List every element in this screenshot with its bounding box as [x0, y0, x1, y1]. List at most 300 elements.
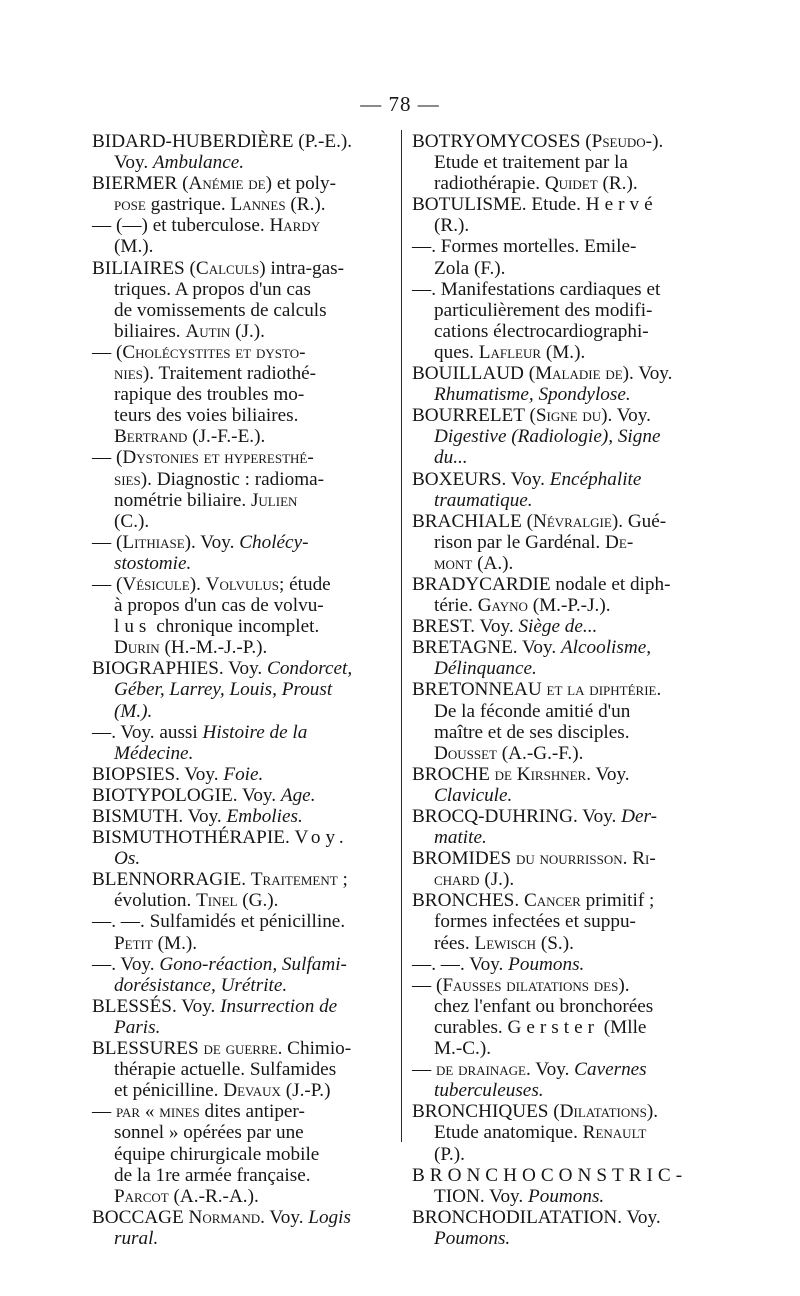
index-entry-line: [92, 658, 394, 679]
entry-text: ) et poly-: [265, 173, 336, 195]
entry-text: traumatique.: [434, 489, 533, 511]
index-entry-line: [92, 827, 394, 848]
entry-text: ques.: [434, 341, 479, 363]
entry-text: BOTULISME. Etude.: [412, 194, 586, 216]
entry-text: . Voy.: [260, 1206, 309, 1228]
entry-text: (M.-P.-J.).: [527, 595, 611, 617]
entry-text: ). Voy.: [622, 363, 673, 385]
index-entry-line: [92, 342, 394, 363]
entry-text: BLESSURES: [92, 1038, 204, 1060]
index-entry-continuation: [412, 722, 714, 743]
entry-text: .: [656, 679, 662, 701]
entry-text: Siège de...: [518, 616, 598, 638]
index-entry-line: [92, 173, 394, 194]
index-entry-continuation: [92, 511, 394, 532]
index-entry-line: [92, 911, 394, 932]
entry-text: BIOGRAPHIES. Voy.: [92, 658, 268, 680]
entry-text: (M.).: [541, 341, 586, 363]
entry-text: BRONCHIQUES (: [412, 1101, 560, 1123]
index-entry-continuation: [92, 426, 394, 447]
entry-text: .: [622, 848, 633, 870]
entry-text: Volvulus: [205, 573, 279, 595]
entry-text: ). Traitement radiothé-: [142, 363, 317, 385]
entry-text: Durin: [114, 637, 160, 659]
index-entry-line: [92, 996, 394, 1017]
entry-text: (C.).: [114, 510, 150, 532]
entry-text: — (: [412, 974, 443, 996]
entry-text: formes infectées et suppu-: [434, 911, 636, 933]
index-entry-continuation: [412, 996, 714, 1017]
entry-text: Clavicule.: [434, 784, 513, 806]
entry-text: Gerster: [507, 1016, 599, 1038]
entry-text: (P.).: [434, 1143, 465, 1165]
entry-text: Ambulance.: [152, 152, 245, 174]
index-entry-continuation: [412, 1228, 714, 1249]
index-entry-continuation: [92, 384, 394, 405]
index-entry-continuation: [92, 933, 394, 954]
entry-text: ).: [618, 974, 630, 996]
entry-text: Poumons.: [528, 1185, 605, 1207]
entry-text: ). Voy.: [601, 405, 651, 427]
entry-text: Der-: [621, 806, 657, 827]
index-entry-continuation: [412, 490, 714, 511]
entry-text: (M.).: [152, 932, 198, 954]
entry-text: Dousset: [434, 742, 497, 764]
index-entry-continuation: [412, 321, 714, 342]
entry-text: radiothérapie.: [434, 173, 545, 195]
index-entry-continuation: [92, 321, 394, 342]
index-entry-line: [412, 1101, 714, 1122]
entry-text: matite.: [434, 827, 487, 849]
index-entry-continuation: [412, 426, 714, 447]
entry-text: maître et de ses disciples.: [434, 721, 630, 743]
index-entry-line: [412, 405, 714, 426]
entry-text: Cholécy-: [239, 531, 309, 553]
index-entry-line: [412, 511, 714, 532]
index-entry-continuation: [92, 194, 394, 215]
entry-text: BIDARD-HUBERDIÈRE (P.-E.).: [92, 131, 353, 152]
index-entry-continuation: [412, 215, 714, 236]
entry-text: ). Gué-: [611, 510, 667, 532]
index-entry-continuation: [412, 911, 714, 932]
entry-text: BISMUTHOTHÉRAPIE.: [92, 827, 295, 849]
entry-text: BRONCHES.: [412, 890, 524, 912]
entry-text: et la diphtérie: [546, 679, 657, 701]
entry-text: Lithiase: [122, 531, 185, 553]
index-entry-continuation: [92, 595, 394, 616]
entry-text: Cavernes: [574, 1059, 647, 1081]
entry-text: —. Manifestations cardiaques et: [412, 278, 661, 300]
entry-text: — (: [92, 341, 123, 363]
entry-text: (Mlle: [599, 1016, 647, 1038]
entry-text: Petit: [114, 932, 153, 954]
entry-text: Ri-: [632, 848, 656, 870]
entry-text: nies: [114, 363, 143, 385]
entry-text: —. —. Voy.: [412, 953, 509, 975]
entry-text: du nourrisson: [515, 848, 623, 870]
entry-text: Logis: [308, 1206, 351, 1228]
entry-text: Dystonies et hyperesthé-: [122, 447, 314, 469]
entry-text: (S.).: [536, 932, 574, 954]
entry-text: Devaux: [223, 1080, 281, 1102]
entry-text: Tinel: [196, 890, 238, 912]
entry-text: BOXEURS. Voy.: [412, 468, 550, 490]
index-entry-continuation: [92, 890, 394, 911]
index-entry-line: [92, 1038, 394, 1059]
entry-text: Lannes: [230, 194, 286, 216]
index-entry-continuation: [412, 1144, 714, 1165]
index-entry-line: [412, 131, 714, 152]
index-entry-continuation: [412, 1186, 714, 1207]
entry-text: . Chimio-: [277, 1038, 352, 1060]
entry-text: biliaires.: [114, 320, 186, 342]
entry-text: BRACHIALE (: [412, 510, 533, 532]
entry-text: BRETAGNE. Voy.: [412, 637, 561, 659]
entry-text: lus: [114, 616, 152, 638]
index-entry-continuation: [412, 1122, 714, 1143]
index-entry-continuation: [92, 1122, 394, 1143]
entry-text: Encéphalite: [549, 468, 642, 490]
entry-text: chez l'enfant ou bronchorées: [434, 995, 654, 1017]
entry-text: à propos d'un cas de volvu-: [114, 595, 324, 617]
entry-text: Voy.: [114, 152, 153, 174]
index-entry-continuation: [412, 342, 714, 363]
entry-text: Hervé: [585, 194, 658, 216]
entry-text: teurs des voies biliaires.: [114, 405, 299, 427]
index-entry-continuation: [92, 637, 394, 658]
column-divider: [401, 130, 402, 1142]
entry-text: (H.-M.-J.-P.).: [159, 637, 268, 659]
entry-text: —: [92, 1101, 116, 1123]
index-entry-continuation: [412, 827, 714, 848]
index-entry-continuation: [92, 1165, 394, 1186]
entry-text: ).: [646, 1101, 659, 1123]
entry-text: thérapie actuelle. Sulfamides: [114, 1059, 337, 1081]
index-entry-line: [92, 258, 394, 279]
index-entry-continuation: [412, 553, 714, 574]
entry-text: Signe du: [535, 405, 602, 427]
entry-text: Zola (F.).: [434, 257, 506, 279]
entry-text: chronique incomplet.: [151, 616, 320, 638]
entry-text: Anémie de: [188, 173, 266, 195]
entry-text: ) intra-gas-: [259, 257, 344, 279]
entry-text: ). Diagnostic : radioma-: [140, 468, 325, 490]
entry-text: Traitement: [250, 869, 338, 891]
entry-text: de la 1re armée française.: [114, 1164, 311, 1186]
entry-text: (J.-F.-E.).: [187, 426, 266, 448]
index-entry-continuation: [92, 363, 394, 384]
index-entry-line: [412, 1207, 714, 1228]
entry-text: —. Formes mortelles. Emile-: [412, 236, 637, 258]
index-entry-continuation: [92, 300, 394, 321]
entry-text: Poumons.: [434, 1227, 511, 1249]
index-entry-line: [412, 363, 714, 384]
index-entry-continuation: [92, 405, 394, 426]
index-entry-continuation: [92, 1080, 394, 1101]
entry-text: triques. A propos d'un cas: [114, 278, 311, 300]
entry-text: Délinquance.: [434, 658, 537, 680]
entry-text: —. Voy.: [92, 953, 160, 975]
index-entry-continuation: [412, 933, 714, 954]
index-entry-continuation: [412, 300, 714, 321]
index-entry-continuation: [92, 469, 394, 490]
index-entry-line: [92, 532, 394, 553]
entry-text: Os.: [114, 848, 141, 870]
index-entry-continuation: [412, 785, 714, 806]
entry-text: —. Voy. aussi: [92, 721, 203, 743]
index-entry-line: [412, 236, 714, 257]
entry-text: (A.-R.-A.).: [168, 1185, 259, 1207]
index-column-left: [92, 131, 394, 1249]
entry-text: cations électrocardiographi-: [434, 320, 649, 342]
entry-text: BOURRELET (: [412, 405, 536, 427]
index-entry-continuation: [412, 258, 714, 279]
index-entry-continuation: [412, 658, 714, 679]
entry-text: Lewisch: [474, 932, 537, 954]
entry-text: de vomissements de calculs: [114, 299, 327, 321]
entry-text: TION. Voy.: [434, 1185, 528, 1207]
entry-text: Cholécystites et dysto-: [122, 341, 306, 363]
entry-text: ).: [652, 131, 664, 152]
index-entry-line: [412, 574, 714, 595]
entry-text: — (: [92, 531, 123, 553]
entry-text: BRADYCARDIE nodale et diph-: [412, 573, 671, 595]
index-entry-continuation: [92, 701, 394, 722]
index-entry-continuation: [412, 595, 714, 616]
entry-text: — (: [92, 447, 123, 469]
entry-text: BREST. Voy.: [412, 616, 519, 638]
entry-text: pose: [114, 194, 146, 216]
index-entry-continuation: [92, 1186, 394, 1207]
entry-text: (R.).: [285, 194, 326, 216]
entry-text: (A.-G.-F.).: [496, 742, 584, 764]
entry-text: de guerre: [203, 1038, 278, 1060]
entry-text: rapique des troubles mo-: [114, 384, 305, 406]
entry-text: Condorcet,: [267, 658, 353, 680]
entry-text: Etude anatomique.: [434, 1122, 583, 1144]
entry-text: BROCHE: [412, 763, 495, 785]
index-entry-line: [92, 722, 394, 743]
index-entry-line: [412, 194, 714, 215]
entry-text: BILIAIRES (: [92, 257, 196, 279]
entry-text: mont: [434, 552, 473, 574]
entry-text: BIOPSIES. Voy.: [92, 763, 224, 785]
entry-text: Parcot: [114, 1185, 169, 1207]
entry-text: Etude et traitement par la: [434, 152, 628, 174]
index-entry-continuation: [92, 553, 394, 574]
entry-text: térie.: [434, 595, 478, 617]
index-entry-line: [92, 764, 394, 785]
entry-text: — (: [92, 573, 123, 595]
entry-text: stostomie.: [114, 552, 192, 574]
index-entry-line: [412, 806, 714, 827]
index-entry-line: [412, 469, 714, 490]
index-entry-line: [92, 215, 394, 236]
entry-text: Pseudo-: [591, 131, 653, 152]
entry-text: Gayno: [477, 595, 528, 617]
index-entry-line: [412, 1165, 714, 1186]
entry-text: (G.).: [237, 890, 279, 912]
entry-text: chard: [434, 869, 480, 891]
entry-text: rées.: [434, 932, 475, 954]
index-entry-continuation: [412, 1017, 714, 1038]
entry-text: tuberculeuses.: [434, 1080, 544, 1102]
entry-text: (M.).: [114, 236, 154, 258]
entry-text: Vésicule: [122, 573, 190, 595]
entry-text: Médecine.: [114, 742, 194, 764]
index-entry-continuation: [92, 1228, 394, 1249]
entry-text: De la féconde amitié d'un: [434, 700, 631, 722]
entry-text: ). Voy.: [184, 531, 240, 553]
entry-text: ;: [337, 869, 348, 891]
entry-text: Paris.: [114, 1016, 161, 1038]
entry-text: Foie.: [223, 763, 264, 785]
entry-text: De-: [605, 531, 634, 553]
index-entry-line: [412, 954, 714, 975]
index-column-right: [412, 131, 714, 1249]
index-entry-line: [92, 1101, 394, 1122]
index-entry-line: [92, 574, 394, 595]
index-entry-continuation: [92, 616, 394, 637]
index-entry-continuation: [92, 848, 394, 869]
entry-text: Névralgie: [532, 510, 612, 532]
entry-text: Renault: [582, 1122, 647, 1144]
entry-text: BRONCHODILATATION. Voy.: [412, 1206, 661, 1228]
entry-text: Poumons.: [508, 953, 585, 975]
entry-text: BOCCAGE: [92, 1206, 189, 1228]
index-entry-continuation: [412, 384, 714, 405]
entry-text: équipe chirurgicale mobile: [114, 1143, 320, 1165]
entry-text: Rhumatisme, Spondylose.: [434, 384, 631, 406]
entry-text: Age.: [280, 784, 316, 806]
entry-text: dites antiper-: [199, 1101, 305, 1123]
entry-text: Embolies.: [226, 806, 303, 827]
entry-text: Gono-réaction, Sulfami-: [159, 953, 347, 975]
entry-text: BLENNORRAGIE.: [92, 869, 251, 891]
entry-text: ; étude: [279, 573, 331, 595]
entry-text: gastrique.: [145, 194, 231, 216]
index-entry-line: [412, 637, 714, 658]
entry-text: BISMUTH. Voy.: [92, 806, 227, 827]
index-entry-line: [412, 279, 714, 300]
entry-text: particulièrement des modifi-: [434, 299, 653, 321]
entry-text: (J.-P.): [280, 1080, 331, 1102]
index-entry-continuation: [412, 1080, 714, 1101]
entry-text: (J.).: [479, 869, 515, 891]
index-entry-continuation: [92, 1017, 394, 1038]
entry-text: sonnel » opérées par une: [114, 1122, 304, 1144]
entry-text: Cancer: [523, 890, 581, 912]
index-entry-line: [412, 1059, 714, 1080]
page-number: — 78 —: [360, 92, 440, 116]
entry-text: BLESSÉS. Voy.: [92, 995, 221, 1017]
entry-text: et pénicilline.: [114, 1080, 224, 1102]
index-entry-line: [412, 616, 714, 637]
entry-text: BRONCHOCONSTRIC-: [412, 1164, 688, 1186]
entry-text: rison par le Gardénal.: [434, 531, 606, 553]
index-entry-continuation: [412, 152, 714, 173]
entry-text: Alcoolisme,: [560, 637, 652, 659]
index-entry-continuation: [92, 1059, 394, 1080]
entry-text: rural.: [114, 1227, 159, 1249]
entry-text: BRETONNEAU: [412, 679, 547, 701]
entry-text: Hardy: [269, 215, 321, 237]
entry-text: Histoire de la: [202, 721, 308, 743]
entry-text: —: [412, 1059, 436, 1081]
entry-text: (A.).: [472, 552, 514, 574]
entry-text: — (—) et tuberculose.: [92, 215, 270, 237]
entry-text: Insurrection de: [220, 995, 338, 1017]
entry-text: Julien: [250, 489, 298, 511]
index-entry-continuation: [92, 152, 394, 173]
index-entry-line: [92, 869, 394, 890]
index-entry-continuation: [412, 743, 714, 764]
entry-text: Géber, Larrey, Louis, Proust: [114, 679, 333, 701]
entry-text: dorésistance, Urétrite.: [114, 974, 288, 996]
index-entry-line: [412, 679, 714, 700]
entry-text: Bertrand: [114, 426, 188, 448]
entry-text: —. —. Sulfamidés et pénicilline.: [92, 911, 346, 933]
index-entry-continuation: [412, 447, 714, 468]
entry-text: (R.).: [434, 215, 470, 237]
entry-text: Calculs: [195, 257, 260, 279]
entry-text: Digestive (Radiologie), Signe: [434, 426, 661, 448]
entry-text: . Voy.: [526, 1059, 575, 1081]
entry-text: BOUILLAUD (: [412, 363, 536, 385]
entry-text: BROMIDES: [412, 848, 516, 870]
index-entry-continuation: [92, 1144, 394, 1165]
entry-text: BIOTYPOLOGIE. Voy.: [92, 784, 281, 806]
index-entry-continuation: [92, 975, 394, 996]
entry-text: (M.).: [114, 700, 153, 722]
index-entry-line: [412, 764, 714, 785]
entry-text: primitif ;: [580, 890, 655, 912]
index-entry-line: [92, 131, 394, 152]
index-entry-line: [92, 447, 394, 468]
index-entry-continuation: [412, 869, 714, 890]
entry-text: Maladie de: [535, 363, 623, 385]
index-entry-continuation: [412, 701, 714, 722]
entry-text: de drainage: [435, 1059, 526, 1081]
entry-text: Fausses dilatations des: [442, 974, 619, 996]
entry-text: (R.).: [597, 173, 638, 195]
entry-text: Dilatations: [559, 1101, 647, 1123]
index-entry-line: [412, 848, 714, 869]
index-entry-continuation: [92, 490, 394, 511]
entry-text: (J.).: [230, 320, 265, 342]
index-entry-line: [92, 806, 394, 827]
index-entry-line: [92, 785, 394, 806]
entry-text: curables.: [434, 1016, 508, 1038]
entry-text: BOTRYOMYCOSES (: [412, 131, 592, 152]
entry-text: Lafleur: [478, 341, 542, 363]
entry-text: M.-C.).: [434, 1038, 492, 1060]
index-entry-continuation: [412, 173, 714, 194]
entry-text: par « mines: [115, 1101, 200, 1123]
entry-text: BROCQ-DUHRING. Voy.: [412, 806, 622, 827]
entry-text: Normand: [188, 1206, 261, 1228]
index-entry-continuation: [412, 532, 714, 553]
entry-text: ).: [189, 573, 206, 595]
entry-text: Voy.: [294, 827, 349, 849]
index-entry-line: [412, 975, 714, 996]
entry-text: de Kirshner: [494, 763, 587, 785]
index-entry-continuation: [92, 236, 394, 257]
index-entry-continuation: [412, 1038, 714, 1059]
entry-text: du...: [434, 447, 468, 469]
entry-text: . Voy.: [586, 763, 630, 785]
index-entry-line: [412, 890, 714, 911]
